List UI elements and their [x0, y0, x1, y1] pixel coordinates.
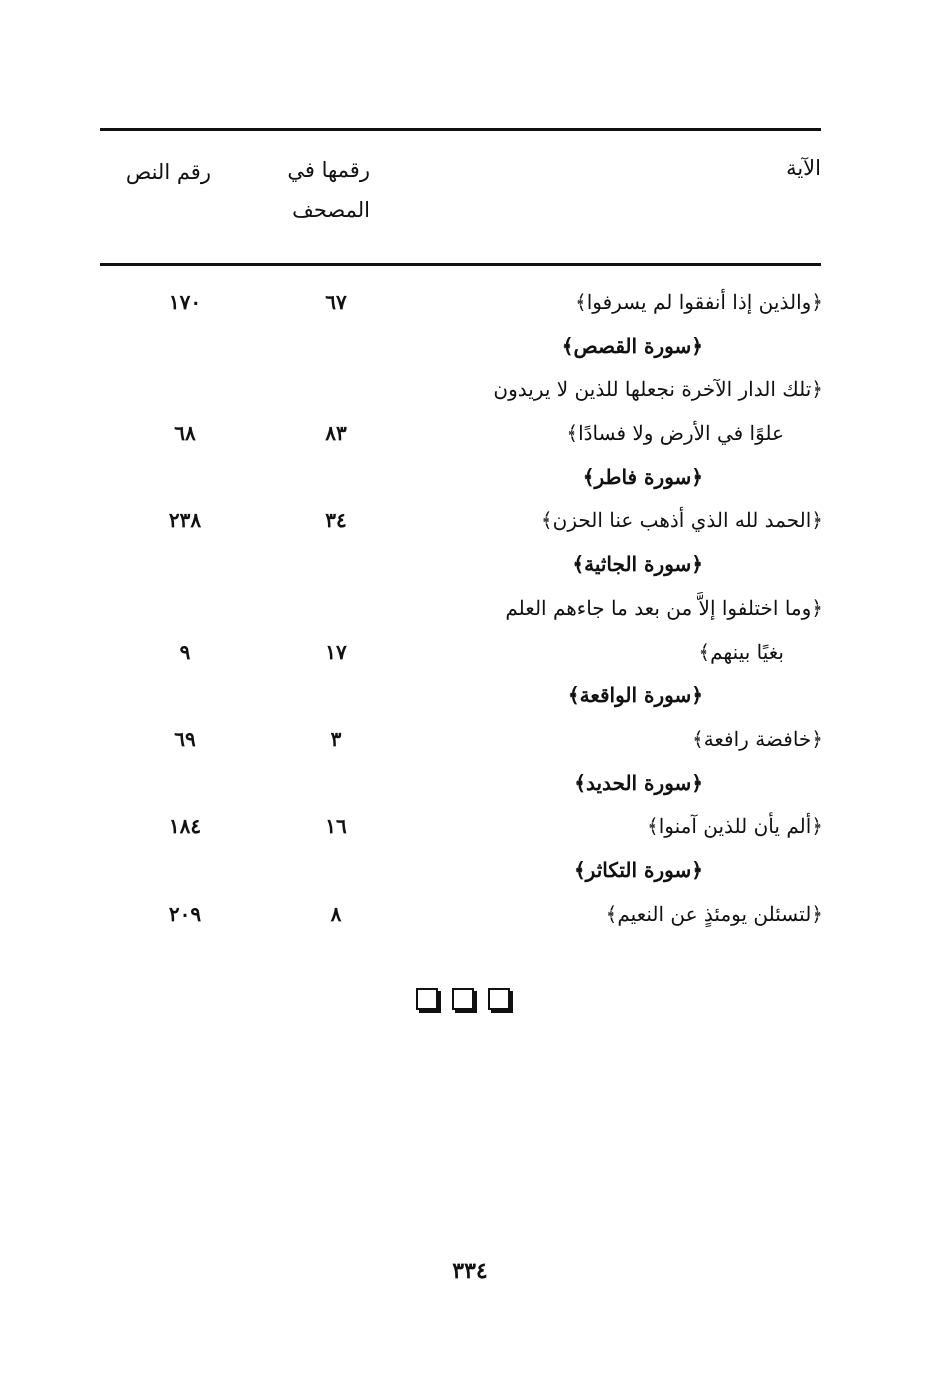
table-header-rule	[100, 263, 821, 266]
ayah-text: ﴿لتسئلن يومئذٍ عن النعيم﴾	[605, 901, 823, 926]
header-mushaf-line2: المصحف	[292, 198, 370, 222]
table-row	[0, 282, 939, 326]
mushaf-number: ٨	[330, 901, 342, 926]
text-number: ٢٣٨	[168, 508, 202, 533]
mushaf-number: ٨٣	[325, 421, 347, 446]
table-body	[0, 282, 939, 937]
ayah-text: ﴿الحمد لله الذي أذهب عنا الحزن﴾	[540, 508, 823, 533]
ayah-text: بغيًا بينهم﴾	[698, 639, 784, 664]
mushaf-number: ٦٧	[325, 290, 347, 314]
mushaf-number: ١٧	[325, 639, 347, 664]
mushaf-number: ٣٤	[325, 508, 347, 533]
surah-heading-row	[0, 326, 939, 370]
table-row	[0, 806, 939, 850]
text-number: ٦٩	[174, 726, 196, 751]
table-row	[0, 719, 939, 763]
section-end-ornament	[416, 988, 510, 1010]
table-row	[0, 632, 939, 676]
ayah-text: ﴿خافضة رافعة﴾	[691, 726, 823, 751]
ayah-text: علوًا في الأرض ولا فسادًا﴾	[566, 421, 784, 446]
surah-title: ﴿سورة فاطر﴾	[582, 464, 703, 489]
mushaf-number: ٣	[330, 726, 342, 751]
surah-heading-row	[0, 850, 939, 894]
surah-title: ﴿سورة القصص﴾	[561, 333, 703, 358]
surah-title: ﴿سورة الجاثية﴾	[572, 552, 703, 577]
ayah-text: ﴿تلك الدار الآخرة نجعلها للذين لا يريدون	[493, 377, 823, 402]
text-number: ١٨٤	[168, 814, 202, 839]
text-number: ٦٨	[174, 421, 196, 446]
ayah-text: ﴿ألم يأن للذين آمنوا﴾	[646, 814, 823, 839]
ornament-box	[488, 988, 510, 1010]
text-number: ١٧٠	[168, 290, 202, 314]
page-number: ٣٣٤	[452, 1258, 488, 1284]
header-text-number: رقم النص	[125, 160, 211, 184]
ornament-box	[416, 988, 438, 1010]
header-mushaf-number	[270, 150, 370, 230]
surah-heading-row	[0, 457, 939, 501]
surah-title: ﴿سورة التكاثر﴾	[573, 857, 703, 882]
table-row	[0, 894, 939, 938]
ayah-text: ﴿وما اختلفوا إلاَّ من بعد ما جاءهم العلم	[505, 595, 823, 620]
ayah-text: ﴿والذين إذا أنفقوا لم يسرفوا﴾	[574, 290, 823, 314]
surah-heading-row	[0, 675, 939, 719]
surah-title: ﴿سورة الواقعة﴾	[567, 683, 703, 708]
table-row	[0, 500, 939, 544]
mushaf-number: ١٦	[325, 814, 347, 839]
header-mushaf-line1: رقمها في	[287, 158, 370, 182]
text-number: ٢٠٩	[168, 901, 202, 926]
surah-heading-row	[0, 763, 939, 807]
surah-heading-row	[0, 544, 939, 588]
table-row	[0, 369, 939, 413]
table-row	[0, 588, 939, 632]
table-top-rule	[100, 128, 821, 131]
text-number: ٩	[179, 639, 191, 664]
table-row	[0, 413, 939, 457]
ornament-box	[452, 988, 474, 1010]
surah-title: ﴿سورة الحديد﴾	[574, 770, 703, 795]
header-ayah: الآية	[786, 156, 821, 180]
